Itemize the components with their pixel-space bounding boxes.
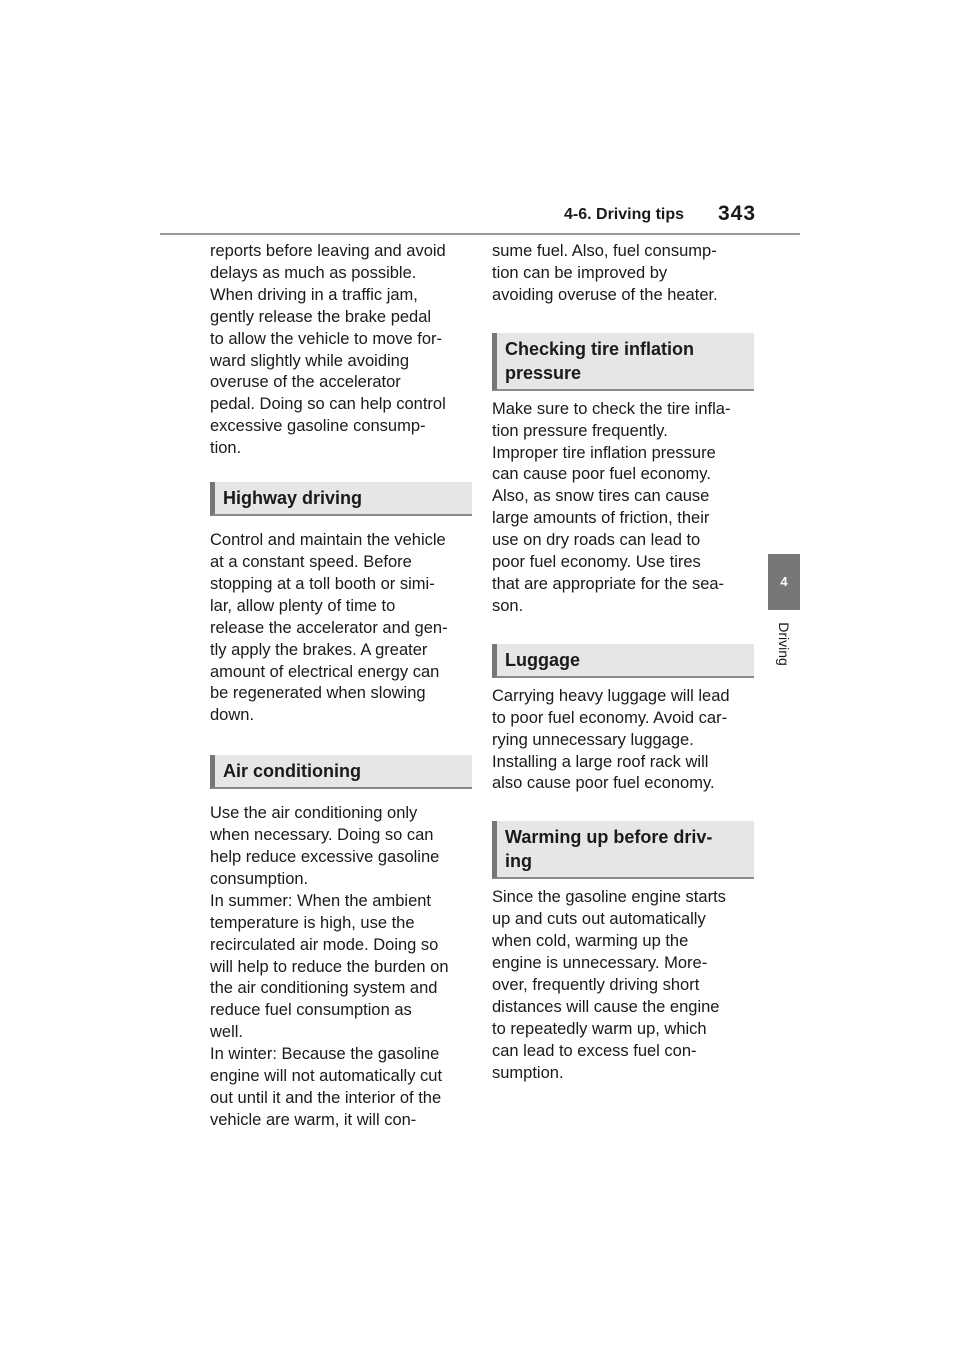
continued-paragraph: sume fuel. Also, fuel consump- tion can be improved by avoiding overuse of the heater. [492, 242, 718, 304]
chapter-tab-number[interactable]: 4 [768, 554, 800, 610]
section-heading-luggage: Luggage [492, 644, 754, 678]
section-heading-air-conditioning: Air conditioning [210, 755, 472, 789]
highway-driving-body: Control and maintain the vehicle at a constant speed. Before stopping at a toll booth or simi- lar, allow plenty of time to release the accelerator and gen- tly apply the brakes. A greater amount of electrical energy can be regenerated when slowing down. [210, 531, 448, 725]
left-column [210, 241, 472, 1132]
continued-paragraph: reports before leaving and avoid delays as much as possible. When driving in a traffic jam, gently release the brake pedal to allow the vehicle to move for- ward slightly while avoiding overuse of the accelerator pedal. Doing so can help control excessive gasoline consump- tion. [210, 242, 446, 458]
header-divider [160, 233, 800, 235]
section-heading-highway-driving: Highway driving [210, 482, 472, 516]
luggage-body: Carrying heavy luggage will lead to poor fuel economy. Avoid car- rying unnecessary luggage. Installing a large roof rack will also cause poor fuel economy. [492, 686, 730, 793]
page-number: 343 [718, 202, 757, 225]
section-heading-warming-up: Warming up before driv- ing [492, 821, 754, 879]
air-conditioning-body: Use the air conditioning only when necessary. Doing so can help reduce excessive gasoline consumption. In summer: When the ambient temperature is high, use the recirculated air mode. Doing so will help to reduce the burden on the air conditioning system and reduce fuel consumption as well. In winter: Because the gasoline engine will not automatically cut out until it and the interior of the vehicle are warm, it will con- [210, 804, 449, 1129]
chapter-tab-label [768, 614, 800, 674]
warming-up-body: Since the gasoline engine starts up and cuts out automatically when cold, warming up the engine is unnecessary. More- over, frequently driving short distances will cause the engine to repeatedly warm up, which can lead to excess fuel con- sumption. [492, 888, 726, 1082]
tire-inflation-body: Make sure to check the tire infla- tion pressure frequently. Improper tire inflation pressure can cause poor fuel economy. Also, as snow tires can cause large amounts of friction, their use on dry roads can lead to poor fuel economy. Use tires that are appropriate for the sea- son. [492, 399, 731, 615]
chapter-tab-label-text: Driving [776, 622, 792, 666]
section-heading-checking-tire-inflation: Checking tire inflation pressure [492, 333, 754, 391]
right-column [492, 241, 754, 1084]
section-title: 4-6. Driving tips [564, 206, 685, 223]
